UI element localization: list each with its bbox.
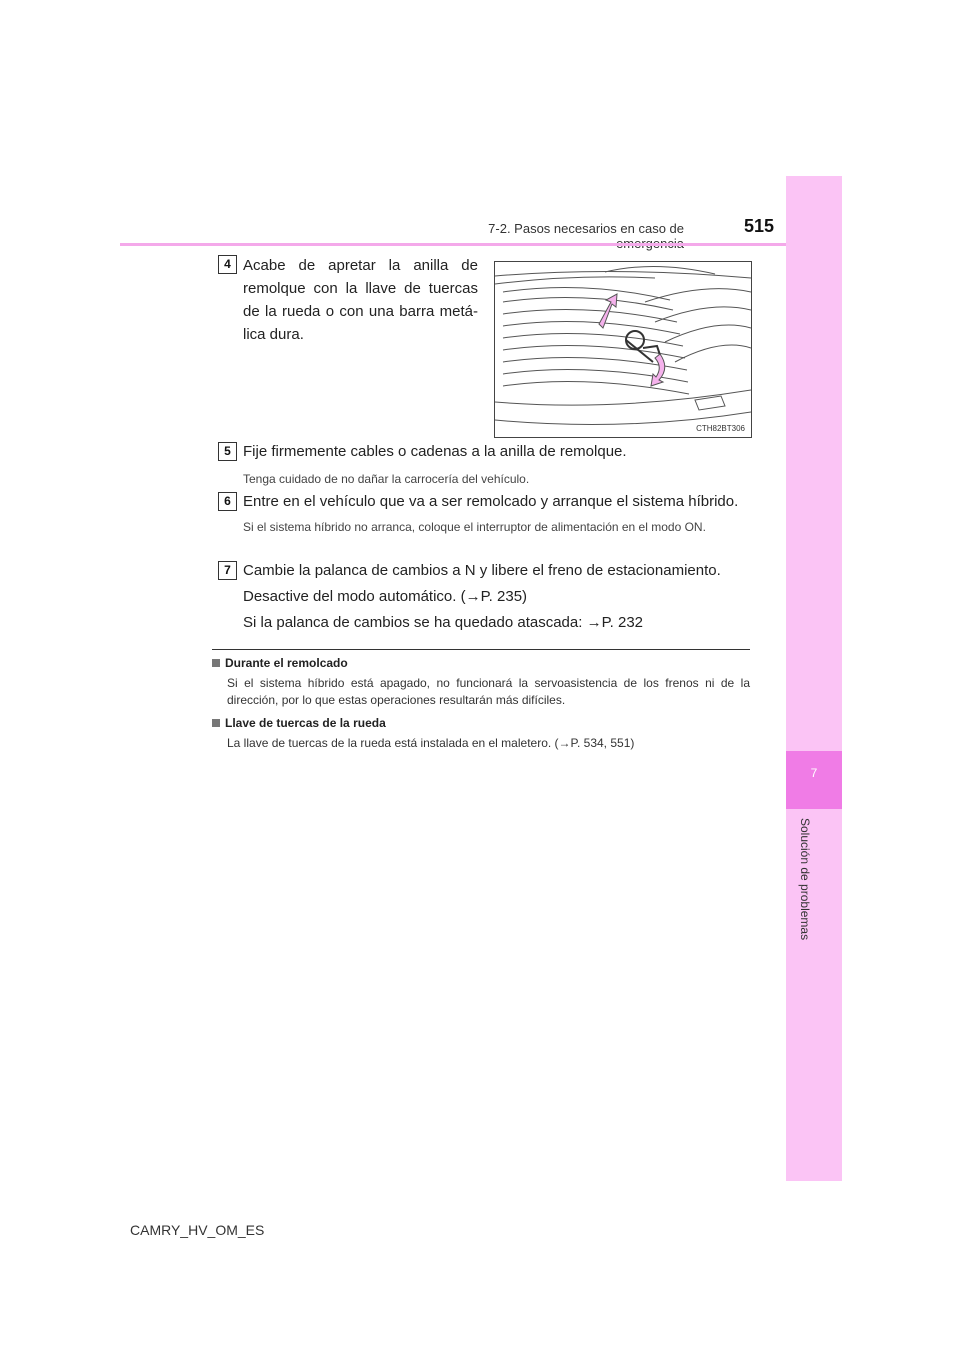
step-6-text: Entre en el vehículo que va a ser remolcado y arranque el sistema híbrido. xyxy=(243,493,739,510)
info-body-wrench: La llave de tuercas de la rueda está instalada en el maletero. (→P. 534, 551) xyxy=(227,736,635,750)
step-4-text: Acabe de apretar la anilla de remolque con la llave de tuercas de la rueda o con una barra metá-lica dura. xyxy=(243,257,478,343)
step-number-4: 4 xyxy=(218,255,237,274)
info-heading-text: Llave de tuercas de la rueda xyxy=(225,716,386,730)
bullet-square-icon xyxy=(212,659,220,667)
chapter-number: 7 xyxy=(810,766,818,780)
front-grille-tow-hook-illustration xyxy=(495,262,751,437)
section-divider xyxy=(212,649,750,650)
chapter-side-tab xyxy=(786,176,842,1181)
step-5-text: Fije firmemente cables o cadenas a la anilla de remolque. xyxy=(243,443,627,460)
info-heading-wrench xyxy=(212,716,386,730)
chapter-title: Solución de problemas xyxy=(798,818,812,941)
bullet-square-icon xyxy=(212,719,220,727)
info-body-towing: Si el sistema híbrido está apagado, no funcionará la servoasistencia de los frenos ni de la dirección, por lo que estas operaciones resultarán más difíciles. xyxy=(227,676,750,707)
step-6-note: Si el sistema híbrido no arranca, coloque el interruptor de alimentación en el modo ON. xyxy=(243,520,706,534)
page-number: 515 xyxy=(743,216,774,236)
tow-hook-figure xyxy=(494,261,752,438)
header-rule xyxy=(120,243,842,246)
step-7-text: Cambie la palanca de cambios a N y libere el freno de estacionamiento. xyxy=(243,562,721,579)
figure-code: CTH82BT306 xyxy=(696,424,745,433)
section-title: 7-2. Pasos necesarios en caso de xyxy=(488,221,684,236)
step-number-7: 7 xyxy=(218,561,237,580)
step-7-line-2: Desactive del modo automático. (→P. 235) xyxy=(243,588,528,605)
info-heading-towing xyxy=(212,656,348,670)
info-heading-text: Durante el remolcado xyxy=(225,656,348,670)
step-5-note: Tenga cuidado de no dañar la carrocería del vehículo. xyxy=(243,472,530,486)
step-number-6: 6 xyxy=(218,492,237,511)
step-number-5: 5 xyxy=(218,442,237,461)
step-7-line-3: Si la palanca de cambios se ha quedado atascada: →P. 232 xyxy=(243,614,644,631)
manual-code: CAMRY_HV_OM_ES xyxy=(130,1222,265,1238)
chapter-active-marker xyxy=(786,751,842,809)
